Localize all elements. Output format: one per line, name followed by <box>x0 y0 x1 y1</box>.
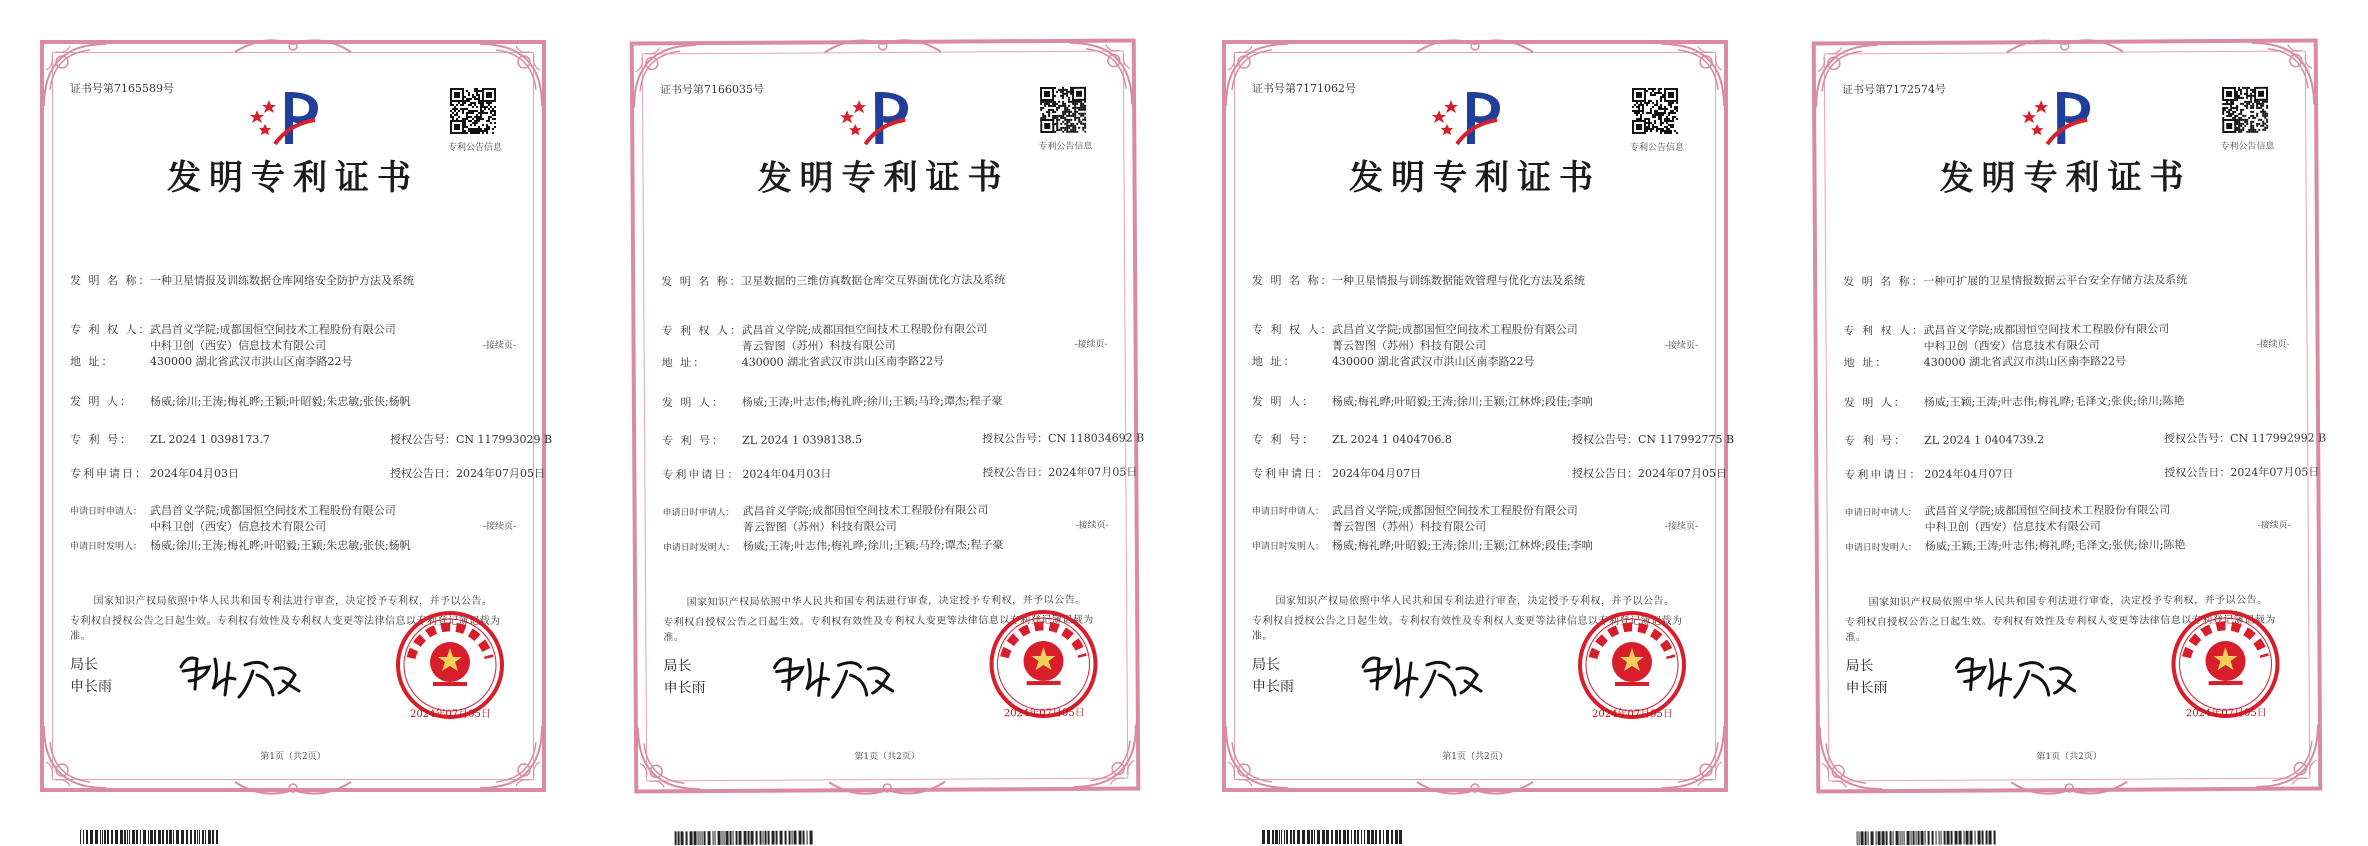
invention-name-row <box>1843 271 2187 289</box>
signature-icon <box>1357 645 1487 705</box>
inventors: 杨威;王涛;叶志伟;梅礼晔;徐川;王颖;马玲;谭杰;程子豪 <box>741 394 1003 409</box>
applicant-inventor-row <box>663 536 1004 554</box>
patent-number: ZL 2024 1 0404706.8 <box>1332 433 1452 446</box>
qr-caption: 专利公告信息 <box>1629 143 1684 153</box>
address: 430000 湖北省武汉市洪山区南李路22号 <box>1332 355 1535 368</box>
top-ornament <box>233 34 353 56</box>
field-label: 发 明 人： <box>661 395 725 410</box>
applicant-row-2 <box>1252 518 1486 534</box>
address-row <box>70 353 352 369</box>
patent-certificate <box>630 38 1145 793</box>
applicant: 中科卫创（西安）信息技术有限公司 <box>1924 519 2101 534</box>
certificate-number: 证书号第7172574号 <box>1841 82 1947 97</box>
filing-date: 2024年04月07日 <box>1924 467 2014 481</box>
grant-number: CN 118034692 B <box>1048 431 1145 446</box>
applicant: 菁云智图（苏州）科技有限公司 <box>742 519 897 534</box>
invention-name: 一种可扩展的卫星情报数据云平台安全存储方法及系统 <box>1923 273 2188 288</box>
director-title: 局长 <box>1845 658 1874 675</box>
field-label: 地 址： <box>1843 356 1889 370</box>
invention-name: 一种卫星情报及训练数据仓库网络安全防护方法及系统 <box>150 274 414 287</box>
field-label: 专利申请日： <box>70 467 148 480</box>
qr-caption: 专利公告信息 <box>2220 141 2275 153</box>
signature-icon <box>1950 645 2080 706</box>
top-ornament <box>2005 34 2125 57</box>
corner-ornament <box>1222 40 1292 110</box>
filing-date: 2024年04月07日 <box>1332 467 1421 480</box>
corner-ornament <box>630 41 700 111</box>
applicant-row <box>1845 501 2171 519</box>
inventor-row <box>1844 392 2185 410</box>
patent-number-row <box>70 431 553 447</box>
inventors: 杨威;徐川;王涛;梅礼晔;王颖;叶昭毅;朱忠敏;张侠;杨帆 <box>150 395 411 408</box>
qr-code-icon[interactable] <box>1040 87 1086 133</box>
grant-number: CN 117992775 B <box>1638 433 1735 446</box>
patent-certificate <box>1812 38 2327 793</box>
certificate-number: 证书号第7166035号 <box>659 82 765 97</box>
patentee-row <box>661 320 987 338</box>
field-label: 授权公告号： <box>390 433 456 446</box>
applicant-row <box>663 501 989 519</box>
field-label: 申请日时申请人： <box>1252 507 1325 517</box>
certificate-title: 发明专利证书 <box>1939 157 2192 199</box>
address: 430000 湖北省武汉市洪山区南李路22号 <box>741 354 945 369</box>
cnipa-logo-icon <box>245 88 335 148</box>
patentee-row <box>70 321 396 337</box>
field-label: 地 址： <box>70 355 115 368</box>
applicant: 武昌首义学院;成都国恒空间技术工程股份有限公司 <box>742 503 989 518</box>
notice-line: 国家知识产权局依照中华人民共和国专利法进行审查，决定授予专利权，并予以公告。 <box>686 594 1086 609</box>
continued-marker: -接续页- <box>1664 522 1698 532</box>
date-row <box>70 465 545 481</box>
patentee: 武昌首义学院;成都国恒空间技术工程股份有限公司 <box>1332 323 1578 336</box>
qr-code-icon[interactable] <box>450 88 496 134</box>
field-label: 专 利 权 人： <box>1252 323 1334 336</box>
field-label: 申请日时申请人： <box>70 507 143 517</box>
applicant-inventors: 杨威;王涛;叶志伟;梅礼晔;徐川;王颖;马玲;谭杰;程子豪 <box>742 538 1004 553</box>
patentee-row-2 <box>662 337 896 354</box>
barcode-icon <box>1262 830 1402 844</box>
director-name: 申长雨 <box>70 679 112 695</box>
seal-date: 2024年07月05日 <box>2185 707 2267 720</box>
continued-marker: -接续页- <box>482 341 516 351</box>
patent-number: ZL 2024 1 0398173.7 <box>150 433 270 446</box>
corner-ornament <box>40 40 110 110</box>
filing-date: 2024年04月03日 <box>742 467 832 481</box>
qr-caption: 专利公告信息 <box>1038 141 1093 153</box>
field-label: 授权公告日： <box>390 467 456 480</box>
official-seal-icon <box>395 610 505 720</box>
invention-name-row <box>70 272 414 288</box>
applicant-inventor-row <box>70 537 411 553</box>
signature-icon <box>768 645 898 706</box>
field-label: 申请日时发明人： <box>1252 542 1325 552</box>
inventor-row <box>662 392 1003 410</box>
certificate-title: 发明专利证书 <box>1349 158 1601 198</box>
applicant-row-2 <box>663 518 897 535</box>
field-label: 发 明 名 称： <box>70 274 152 287</box>
applicant-inventor-row <box>1252 537 1593 553</box>
address: 430000 湖北省武汉市洪山区南李路22号 <box>150 355 353 368</box>
applicant-inventors: 杨威;徐川;王涛;梅礼晔;叶昭毅;王颖;朱忠敏;张侠;杨帆 <box>150 539 411 552</box>
cnipa-logo-icon <box>1427 88 1517 148</box>
date-row <box>1252 465 1727 481</box>
field-label: 专利申请日： <box>1844 467 1923 482</box>
director-title: 局长 <box>70 657 98 673</box>
patentee-row-2 <box>1844 337 2100 355</box>
bottom-ornament <box>827 778 947 801</box>
field-label: 发 明 人： <box>1252 395 1315 408</box>
address: 430000 湖北省武汉市洪山区南李路22号 <box>1923 354 2127 369</box>
patent-certificate <box>1222 40 1735 792</box>
patent-number: ZL 2024 1 0398138.5 <box>742 433 863 447</box>
patent-number-row <box>1844 431 2327 448</box>
applicant-row-2 <box>70 518 326 534</box>
date-row <box>1844 465 2320 482</box>
field-label: 地 址： <box>1252 355 1297 368</box>
field-label: 专 利 号： <box>1844 433 1908 448</box>
applicant-row <box>70 502 396 518</box>
official-seal-icon <box>1577 610 1687 720</box>
field-label: 申请日时申请人： <box>1844 507 1917 519</box>
applicant-row <box>1252 502 1578 518</box>
address-row <box>662 353 945 371</box>
field-label: 申请日时发明人： <box>662 542 735 554</box>
field-label: 专利申请日： <box>1252 467 1330 480</box>
field-label: 授权公告日： <box>1572 467 1638 480</box>
field-label: 地 址： <box>661 356 707 370</box>
continued-marker: -接续页- <box>1664 341 1698 351</box>
seal-date: 2024年07月05日 <box>1592 709 1673 720</box>
patent-number-row <box>662 431 1145 448</box>
grant-date: 2024年07月05日 <box>2230 465 2320 480</box>
field-label: 发 明 名 称： <box>1843 274 1925 289</box>
official-seal-icon <box>988 609 1099 720</box>
certificate-title: 发明专利证书 <box>757 157 1010 199</box>
certificate-title: 发明专利证书 <box>167 158 419 198</box>
field-label: 授权公告号： <box>982 432 1049 446</box>
field-label: 申请日时申请人： <box>662 507 735 519</box>
certificate-number: 证书号第7171062号 <box>1252 82 1356 95</box>
notice-line: 国家知识产权局依照中华人民共和国专利法进行审查，决定授予专利权，并予以公告。 <box>1275 596 1675 607</box>
corner-ornament <box>1812 41 1882 111</box>
director-name: 申长雨 <box>1252 679 1294 695</box>
page-number: 第1页（共2页） <box>260 752 326 762</box>
director-name: 申长雨 <box>1845 680 1888 697</box>
top-ornament <box>1415 34 1535 56</box>
grant-date: 2024年07月05日 <box>1638 467 1727 480</box>
continued-marker: -接续页- <box>482 522 516 532</box>
patentee: 中科卫创（西安）信息技术有限公司 <box>150 339 326 352</box>
seal-date: 2024年07月05日 <box>410 709 491 720</box>
field-label: 申请日时发明人： <box>70 542 143 552</box>
applicant: 武昌首义学院;成都国恒空间技术工程股份有限公司 <box>1924 503 2171 518</box>
applicant-inventor-row <box>1845 536 2186 554</box>
field-label: 专 利 号： <box>1252 433 1315 446</box>
cnipa-logo-icon <box>835 88 925 149</box>
applicant-inventors: 杨威;王颖;王涛;叶志伟;梅礼晔;毛泽文;张侠;徐川;陈艳 <box>1924 538 2186 553</box>
patent-number-row <box>1252 431 1735 447</box>
patentee: 武昌首义学院;成都国恒空间技术工程股份有限公司 <box>1923 322 2170 337</box>
inventor-row <box>70 393 411 409</box>
seal-date: 2024年07月05日 <box>1003 707 1085 720</box>
notice-line: 国家知识产权局依照中华人民共和国专利法进行审查，决定授予专利权，并予以公告。 <box>1868 594 2268 609</box>
patentee: 中科卫创（西安）信息技术有限公司 <box>1923 338 2100 353</box>
director-title: 局长 <box>1252 657 1280 673</box>
field-label: 授权公告日： <box>2164 466 2231 480</box>
notice-line: 专利权自授权公告之日起生效。专利权有效性及专利权人变更等法律信息以专利登记簿记载为准。 <box>1252 616 1683 642</box>
notice-line: 专利权自授权公告之日起生效。专利权有效性及专利权人变更等法律信息以专利登记簿记载为准。 <box>70 616 501 642</box>
grant-number: CN 117992992 B <box>2230 431 2327 446</box>
inventors: 杨威;王颖;王涛;叶志伟;梅礼晔;毛泽文;张侠;徐川;陈艳 <box>1923 394 2185 409</box>
inventor-row <box>1252 393 1593 409</box>
notice-line: 国家知识产权局依照中华人民共和国专利法进行审查，决定授予专利权，并予以公告。 <box>93 596 493 607</box>
patentee-row-2 <box>70 337 326 353</box>
patentee-row <box>1843 320 2169 338</box>
applicant: 菁云智图（苏州）科技有限公司 <box>1332 520 1486 533</box>
field-label: 授权公告日： <box>982 466 1049 480</box>
qr-caption: 专利公告信息 <box>447 143 502 153</box>
page-number: 第1页（共2页） <box>854 751 920 763</box>
field-label: 发 明 名 称： <box>661 274 743 289</box>
barcode-icon <box>675 830 815 845</box>
applicant-inventors: 杨威;梅礼晔;叶昭毅;王涛;徐川;王颖;江林烨;段佳;李响 <box>1332 539 1593 552</box>
invention-name-row <box>661 271 1005 289</box>
patent-certificate <box>40 40 553 792</box>
applicant-row-2 <box>1845 518 2101 536</box>
bottom-ornament <box>1415 778 1535 800</box>
field-label: 专利申请日： <box>662 467 741 482</box>
barcode-icon <box>80 830 220 844</box>
field-label: 专 利 权 人： <box>70 323 152 336</box>
cnipa-logo-icon <box>2017 88 2107 149</box>
patent-number: ZL 2024 1 0404739.2 <box>1924 433 2045 447</box>
continued-marker: -接续页- <box>2256 339 2290 350</box>
applicant: 武昌首义学院;成都国恒空间技术工程股份有限公司 <box>150 504 396 517</box>
grant-date: 2024年07月05日 <box>1048 465 1138 480</box>
patentee: 菁云智图（苏州）科技有限公司 <box>1332 339 1486 352</box>
patentee-row <box>1252 321 1578 337</box>
field-label: 申请日时发明人： <box>1844 542 1917 554</box>
invention-name: 卫星数据的三维仿真数据仓库交互界面优化方法及系统 <box>741 273 1006 288</box>
continued-marker: -接续页- <box>1075 520 1109 531</box>
barcode-icon <box>1857 830 1997 845</box>
field-label: 专 利 权 人： <box>1843 323 1926 338</box>
patentee: 武昌首义学院;成都国恒空间技术工程股份有限公司 <box>150 323 396 336</box>
page-number: 第1页（共2页） <box>2036 751 2102 763</box>
grant-date: 2024年07月05日 <box>456 467 545 480</box>
field-label: 发 明 人： <box>1843 395 1907 410</box>
patentee: 武昌首义学院;成都国恒空间技术工程股份有限公司 <box>741 322 988 337</box>
field-label: 专 利 权 人： <box>661 323 744 338</box>
patentee: 菁云智图（苏州）科技有限公司 <box>741 338 896 353</box>
notice-line: 专利权自授权公告之日起生效。专利权有效性及专利权人变更等法律信息以专利登记簿记载为准。 <box>663 614 1094 644</box>
applicant: 中科卫创（西安）信息技术有限公司 <box>150 520 326 533</box>
page-number: 第1页（共2页） <box>1442 752 1508 762</box>
field-label: 授权公告号： <box>1572 433 1638 446</box>
invention-name-row <box>1252 272 1585 288</box>
applicant: 武昌首义学院;成都国恒空间技术工程股份有限公司 <box>1332 504 1578 517</box>
qr-code-icon[interactable] <box>1632 88 1678 134</box>
address-row <box>1844 353 2127 371</box>
field-label: 专 利 号： <box>662 433 726 448</box>
filing-date: 2024年04月03日 <box>150 467 239 480</box>
certificate-number: 证书号第7165589号 <box>70 82 174 95</box>
bottom-ornament <box>2009 778 2129 801</box>
field-label: 发 明 人： <box>70 395 133 408</box>
address-row <box>1252 353 1534 369</box>
director-name: 申长雨 <box>663 680 706 697</box>
qr-code-icon[interactable] <box>2222 87 2268 133</box>
field-label: 发 明 名 称： <box>1252 274 1334 287</box>
field-label: 专 利 号： <box>70 433 133 446</box>
bottom-ornament <box>233 778 353 800</box>
continued-marker: -接续页- <box>2257 520 2291 531</box>
official-seal-icon <box>2170 609 2281 720</box>
date-row <box>662 465 1138 482</box>
signature-icon <box>175 645 305 705</box>
director-title: 局长 <box>663 658 692 675</box>
inventors: 杨威;梅礼晔;叶昭毅;王涛;徐川;王颖;江林烨;段佳;李响 <box>1332 395 1593 408</box>
notice-line: 专利权自授权公告之日起生效。专利权有效性及专利权人变更等法律信息以专利登记簿记载为准。 <box>1845 614 2276 644</box>
grant-number: CN 117993029 B <box>456 433 553 446</box>
top-ornament <box>823 34 943 57</box>
field-label: 授权公告号： <box>2164 432 2231 446</box>
invention-name: 一种卫星情报与训练数据能效管理与优化方法及系统 <box>1332 274 1585 287</box>
patentee-row-2 <box>1252 337 1486 353</box>
continued-marker: -接续页- <box>1074 339 1108 350</box>
